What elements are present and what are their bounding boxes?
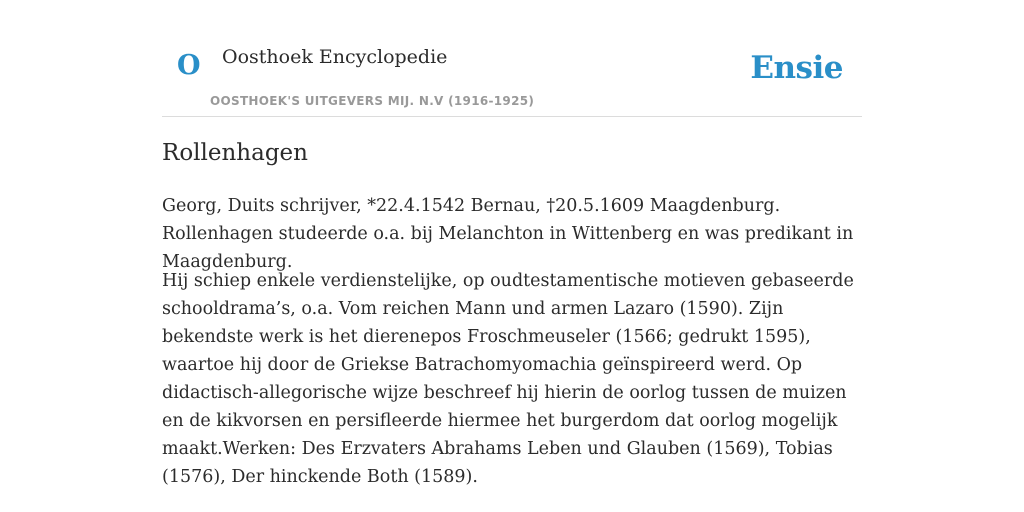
entry-paragraph-1: Georg, Duits schrijver, *22.4.1542 Bernau, †20.5.1609 Maagdenburg. Rollenhagen studeerde o.a. bij Melanchton in Wittenberg en was predikant in Maagdenburg. (162, 196, 854, 272)
entry-paragraph-2: Hij schiep enkele verdienstelijke, op oudtestamentische motieven gebaseerde schooldrama’s, o.a. Vom reichen Mann und armen Lazaro (1590). Zijn bekendste werk is het dierenepos Froschmeuseler (1566; gedrukt 1595), waartoe hij door de Griekse Batrachomyomachia geïnspireerd werd. Op didactisch-allegorische wijze beschreef hij hierin de oorlog tussen de muizen en de kikvorsen en persifleerde hiermee het burgerdom dat oorlog mogelijk maakt.Werken: Des Erzvaters Abrahams Leben und Glauben (1569), Tobias (1576), Der hinckende Both (1589). (162, 271, 854, 487)
encyclopedia-card (162, 0, 862, 512)
entry-title: Rollenhagen (162, 140, 308, 166)
publisher-label: OOSTHOEK'S UITGEVERS MIJ. N.V (1916-1925) (210, 94, 535, 108)
encyclopedia-header (162, 0, 862, 117)
encyclopedia-logo[interactable]: O (177, 50, 201, 81)
encyclopedia-title[interactable]: Oosthoek Encyclopedie (222, 46, 448, 68)
ensie-brand-logo[interactable]: Ensie (750, 50, 843, 86)
